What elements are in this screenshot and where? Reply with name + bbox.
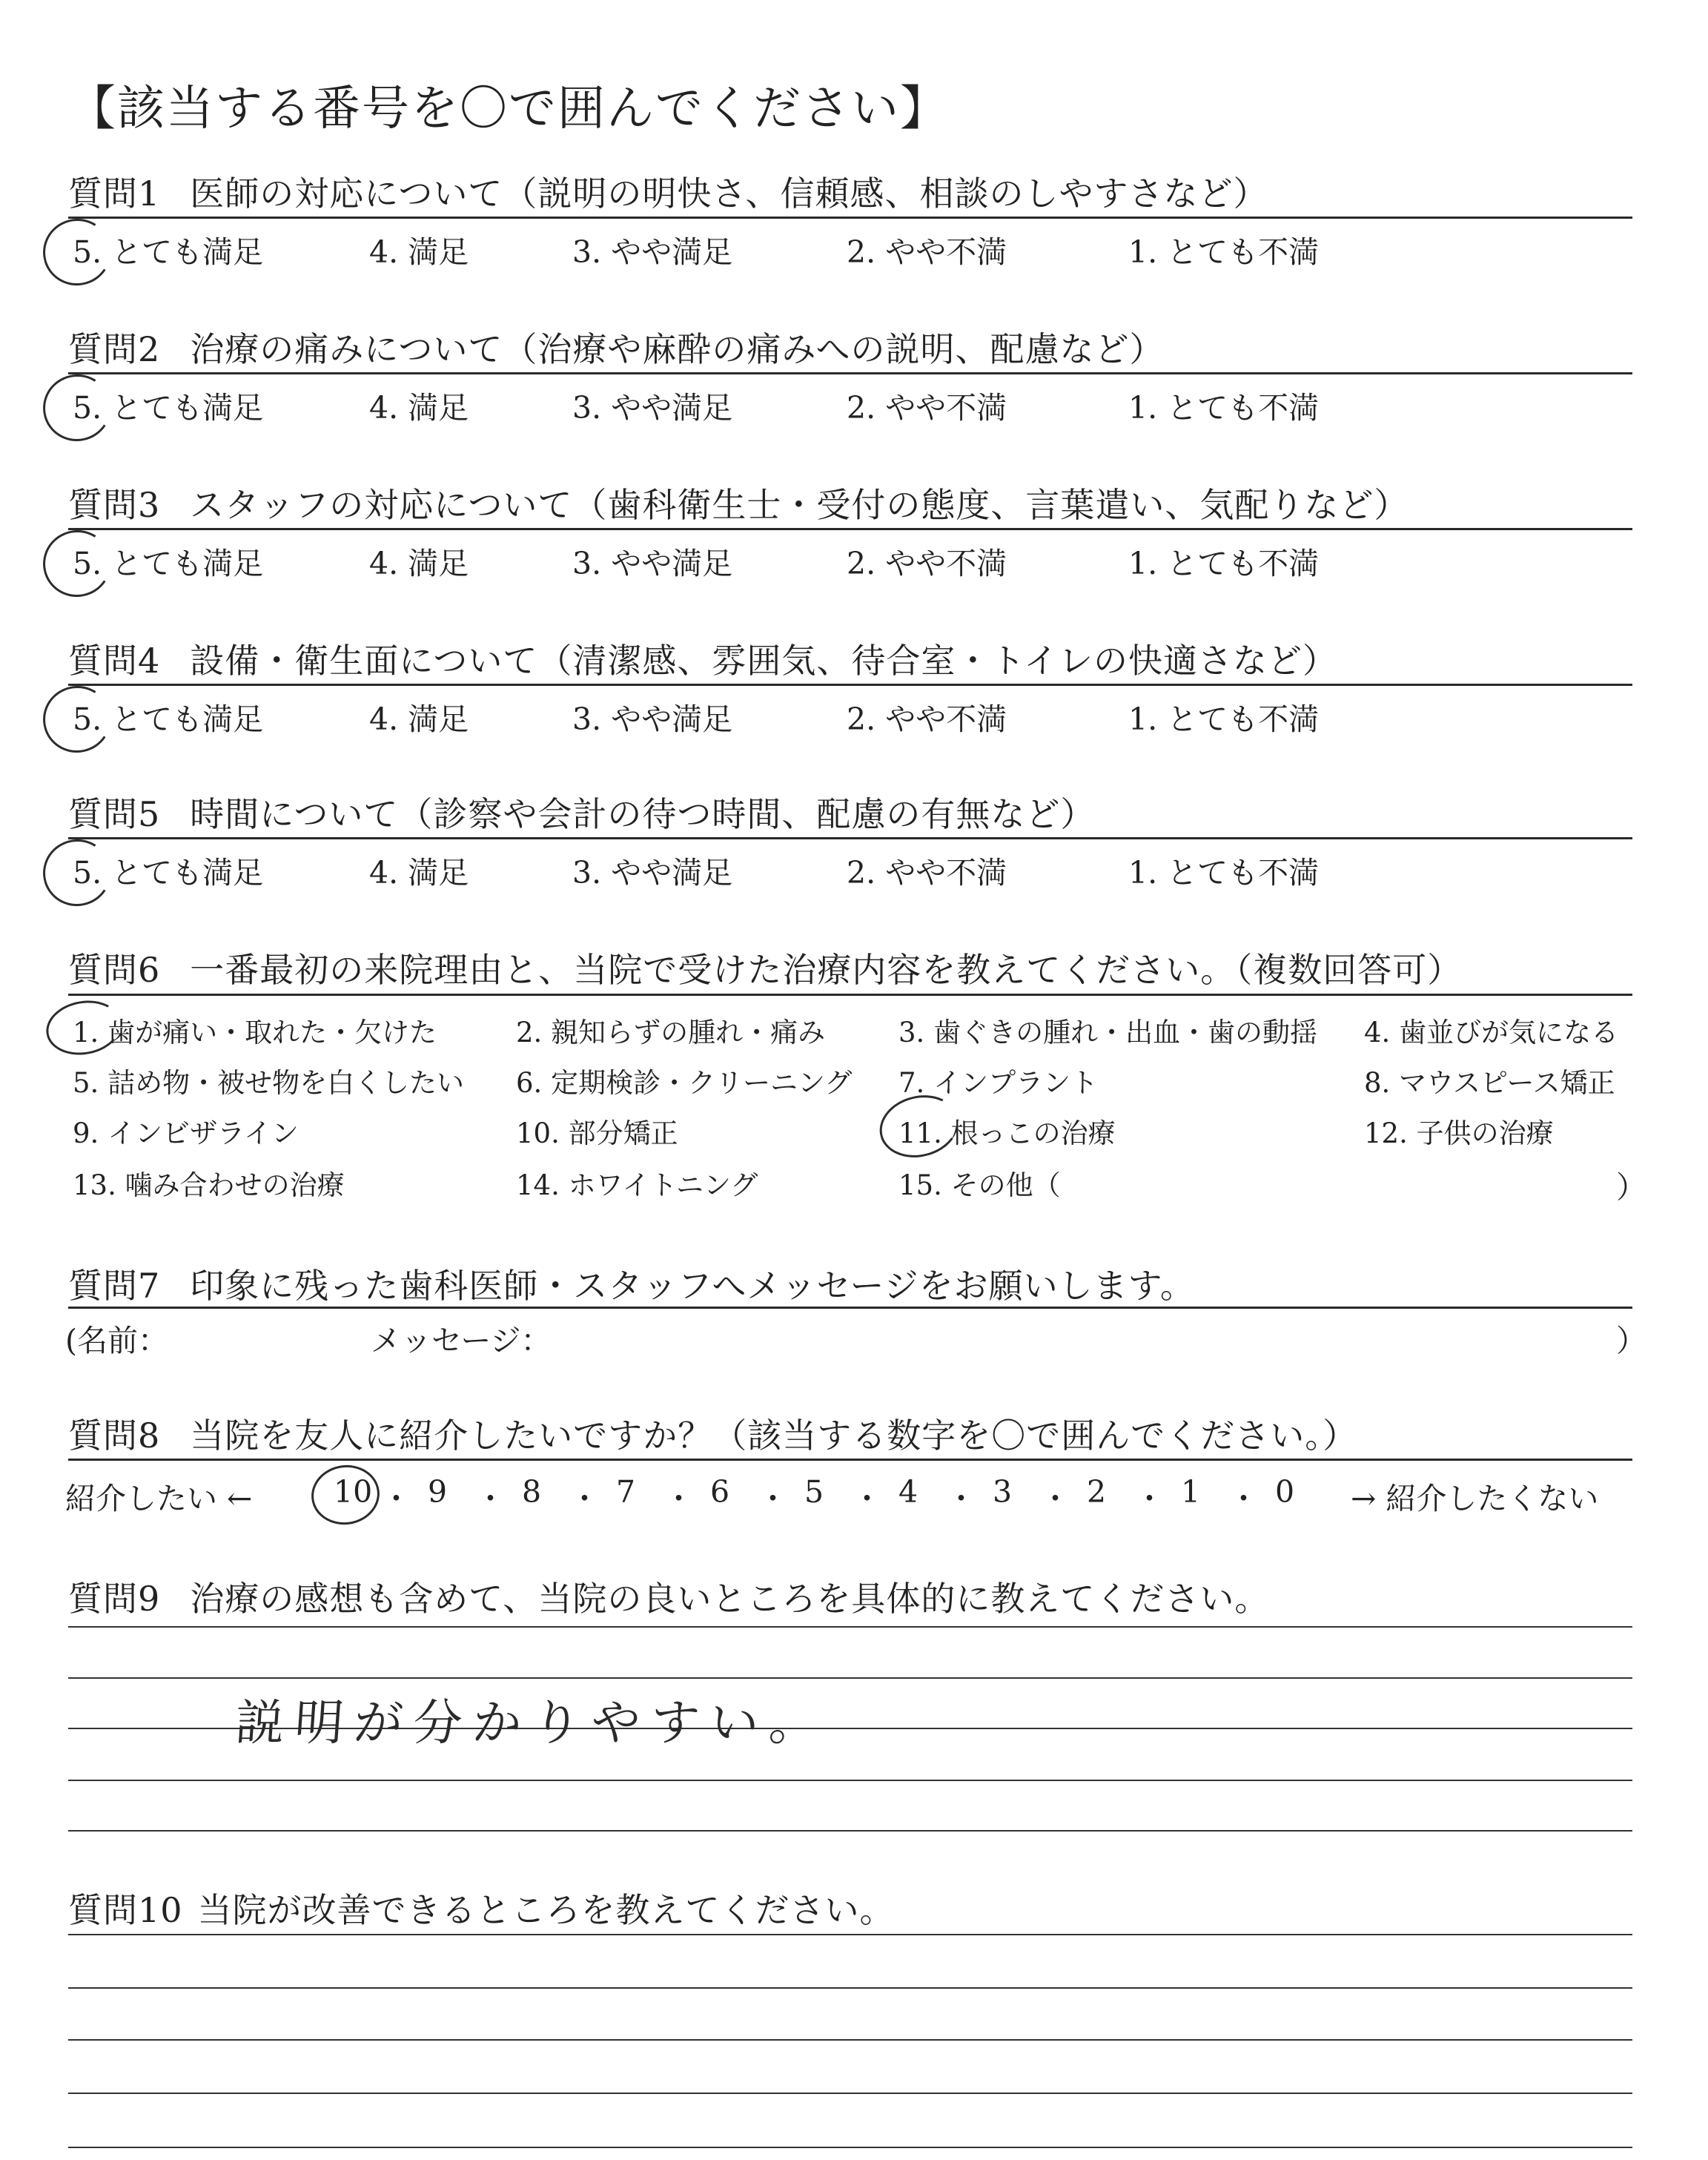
q2-selection-circle [37, 368, 118, 447]
q8-separator-7: ・ [946, 1481, 976, 1516]
q9-handwritten-answer: 説明が分かりやすい。 [233, 1694, 831, 1751]
q3-rule [68, 528, 1632, 530]
q10-line-1 [68, 1934, 1632, 1935]
q8-heading [68, 1409, 1357, 1458]
q1-heading [68, 167, 1268, 216]
q1-label: 質問1 [68, 174, 161, 214]
q1-option-4: 2. やや不満 [847, 234, 1007, 270]
q7-text: 印象に残った歯科医師・スタッフへメッセージをお願いします。 [190, 1266, 1195, 1306]
q8-left-label: 紹介したい ← [65, 1481, 253, 1516]
q8-label: 質問8 [68, 1416, 161, 1456]
q4-option-1: 5. とても満足 [73, 701, 264, 737]
q1-selection-circle [37, 212, 118, 291]
q8-separator-4: ・ [663, 1481, 694, 1516]
q5-heading [68, 787, 1095, 836]
q3-option-3: 3. やや満足 [572, 546, 733, 581]
q8-scale-10: 10 [334, 1474, 373, 1510]
q8-separator-5: ・ [758, 1481, 788, 1516]
q7-name-label: (名前： [65, 1323, 168, 1358]
q3-option-5: 1. とても不満 [1128, 546, 1320, 581]
q8-separator-9: ・ [1134, 1481, 1165, 1516]
q6-option-13: 13. 噛み合わせの治療 [73, 1169, 345, 1201]
q8-separator-3: ・ [569, 1481, 600, 1516]
q6-option-6: 6. 定期検診・クリーニング [516, 1067, 853, 1099]
q4-option-2: 4. 満足 [369, 701, 469, 737]
q4-option-3: 3. やや満足 [572, 701, 733, 737]
q5-option-1: 5. とても満足 [73, 855, 264, 891]
q4-rule [68, 684, 1632, 686]
q4-label: 質問4 [68, 641, 161, 681]
q8-separator-2: ・ [475, 1481, 506, 1516]
q10-line-4 [68, 2093, 1632, 2094]
q6-option-2: 2. 親知らずの腫れ・痛み [516, 1017, 826, 1048]
q5-selection-circle [37, 833, 118, 912]
q8-selection-circle [308, 1461, 383, 1529]
q10-label: 質問10 [68, 1890, 183, 1930]
q5-rule [68, 837, 1632, 839]
q8-text: 当院を友人に紹介したいですか？（該当する数字を〇で囲んでください。） [190, 1416, 1358, 1456]
q3-option-4: 2. やや不満 [847, 546, 1007, 581]
q1-option-1: 5. とても満足 [73, 234, 264, 270]
q6-option-7: 7. インプラント [898, 1067, 1099, 1099]
q7-close-paren: ） [1616, 1323, 1646, 1358]
q5-text: 時間について（診察や会計の待つ時間、配慮の有無など） [190, 794, 1096, 834]
q5-option-5: 1. とても不満 [1128, 855, 1320, 891]
page-title: 【該当する番号を〇で囲んでください】 [68, 82, 949, 136]
q8-scale-6: 6 [710, 1474, 730, 1510]
q2-option-3: 3. やや満足 [572, 390, 733, 426]
q8-scale-1: 1 [1181, 1474, 1201, 1510]
q9-label: 質問9 [68, 1579, 161, 1619]
q9-text: 治療の感想も含めて、当院の良いところを具体的に教えてください。 [190, 1579, 1270, 1619]
q2-text: 治療の痛みについて（治療や麻酔の痛みへの説明、配慮など） [190, 329, 1165, 369]
q3-heading [68, 478, 1409, 527]
q3-option-1: 5. とても満足 [73, 546, 264, 581]
q10-line-5 [68, 2147, 1632, 2148]
q4-option-4: 2. やや不満 [847, 701, 1007, 737]
q5-option-3: 3. やや満足 [572, 855, 733, 891]
q4-selection-circle [37, 679, 118, 759]
q1-rule [68, 217, 1632, 219]
q2-option-2: 4. 満足 [369, 390, 469, 426]
q3-label: 質問3 [68, 485, 161, 525]
q6-selection-circle-1 [42, 995, 126, 1061]
q1-option-5: 1. とても不満 [1128, 234, 1320, 270]
q2-option-1: 5. とても満足 [73, 390, 264, 426]
q7-heading [68, 1259, 1195, 1308]
q4-option-5: 1. とても不満 [1128, 701, 1320, 737]
q6-rule [68, 994, 1632, 996]
q1-option-3: 3. やや満足 [572, 234, 733, 270]
q7-rule [68, 1307, 1632, 1309]
q6-option-9: 9. インビザライン [73, 1117, 299, 1149]
q1-text: 医師の対応について（説明の明快さ、信頼感、相談のしやすさなど） [190, 174, 1268, 214]
q8-right-label: → 紹介したくない [1351, 1481, 1599, 1516]
q8-rule [68, 1459, 1632, 1461]
q6-other-close-paren: ） [1616, 1169, 1646, 1205]
q8-scale-0: 0 [1275, 1474, 1295, 1510]
q8-separator-8: ・ [1040, 1481, 1070, 1516]
q6-text: 一番最初の来院理由と、当院で受けた治療内容を教えてください。（複数回答可） [190, 950, 1463, 990]
q8-scale-8: 8 [522, 1474, 542, 1510]
q6-option-4: 4. 歯並びが気になる [1364, 1017, 1619, 1048]
q6-option-12: 12. 子供の治療 [1364, 1117, 1554, 1149]
q9-line-4 [68, 1780, 1632, 1781]
q2-option-5: 1. とても不満 [1128, 390, 1320, 426]
q5-option-4: 2. やや不満 [847, 855, 1007, 891]
q8-scale-3: 3 [993, 1474, 1013, 1510]
q6-option-11: 11. 根っこの治療 [898, 1117, 1116, 1149]
q6-option-5: 5. 詰め物・被せ物を白くしたい [73, 1067, 465, 1099]
q6-option-1: 1. 歯が痛い・取れた・欠けた [73, 1017, 437, 1048]
q9-line-1 [68, 1626, 1632, 1628]
q3-option-2: 4. 満足 [369, 546, 469, 581]
q3-text: スタッフの対応について（歯科衛生士・受付の態度、言葉遣い、気配りなど） [190, 485, 1409, 525]
q2-rule [68, 372, 1632, 374]
q5-option-2: 4. 満足 [369, 855, 469, 891]
q5-label: 質問5 [68, 794, 161, 834]
q6-option-3: 3. 歯ぐきの腫れ・出血・歯の動揺 [898, 1017, 1318, 1048]
q6-option-14: 14. ホワイトニング [516, 1169, 758, 1201]
q9-heading [68, 1572, 1269, 1621]
q6-option-8: 8. マウスピース矯正 [1364, 1067, 1615, 1099]
q8-scale-4: 4 [898, 1474, 918, 1510]
q3-selection-circle [37, 524, 118, 603]
q1-option-2: 4. 満足 [369, 234, 469, 270]
q2-label: 質問2 [68, 329, 161, 369]
q8-separator-10: ・ [1228, 1481, 1259, 1516]
q10-line-2 [68, 1987, 1632, 1989]
q10-text: 当院が改善できるところを教えてください。 [197, 1890, 895, 1930]
q9-line-5 [68, 1830, 1632, 1832]
q8-separator-6: ・ [852, 1481, 882, 1516]
q4-heading [68, 634, 1337, 683]
q10-heading [68, 1883, 895, 1932]
q8-separator-1: ・ [381, 1481, 411, 1516]
q6-option-15: 15. その他（ [898, 1169, 1061, 1201]
q7-label: 質問7 [68, 1266, 161, 1306]
q7-message-label: メッセージ： [371, 1323, 552, 1358]
q10-line-3 [68, 2039, 1632, 2041]
q6-option-10: 10. 部分矯正 [516, 1117, 678, 1149]
q6-heading [68, 943, 1462, 992]
q8-scale-2: 2 [1087, 1474, 1107, 1510]
q8-scale-7: 7 [616, 1474, 636, 1510]
q8-scale-5: 5 [804, 1474, 824, 1510]
q2-option-4: 2. やや不満 [847, 390, 1007, 426]
q6-label: 質問6 [68, 950, 161, 990]
q4-text: 設備・衛生面について（清潔感、雰囲気、待合室・トイレの快適さなど） [190, 641, 1338, 681]
q8-scale-9: 9 [428, 1474, 448, 1510]
q2-heading [68, 323, 1164, 371]
q9-line-2 [68, 1677, 1632, 1679]
